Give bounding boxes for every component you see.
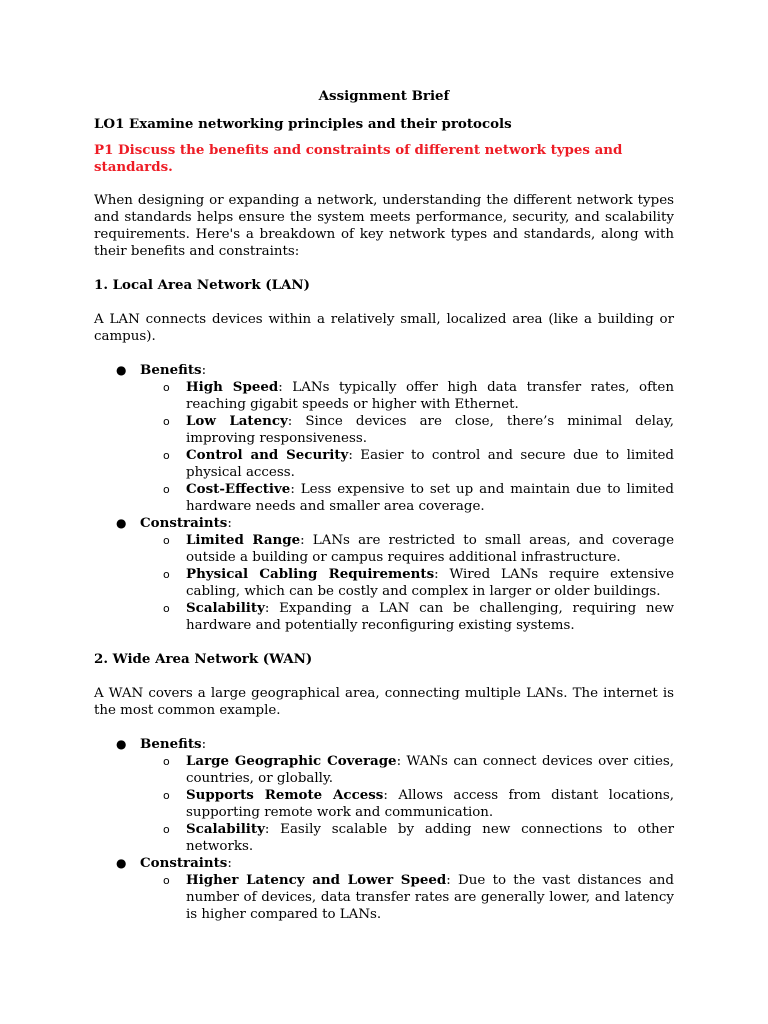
circle-bullet-icon: o (163, 483, 170, 496)
intro-paragraph: When designing or expanding a network, understanding the different network types and standards helps ensure the system meets performance, security, and scalability requirements. Here's a breakdown of key network types and standards, along with their benefits and constraints: (94, 193, 674, 259)
circle-bullet-icon: o (163, 568, 170, 581)
list-item (140, 787, 674, 821)
list-item: ● Constraints: o Limited Range: LANs are restricted to small areas, and coverage outside a building or campus requires additional infrastructure. o Physical Cabling Requirements: Wired LANs require extensive cabling, which can be costly and complex in larger or older buildings. o Scalability: Expanding a LAN can be challenging, requiring new hardware and potentially reconfiguring existing systems. (116, 515, 674, 633)
section-heading-wan: 2. Wide Area Network (WAN) (94, 651, 313, 667)
item-term: Low Latency (186, 413, 288, 429)
circle-bullet-icon: o (163, 874, 170, 887)
circle-bullet-icon: o (163, 602, 170, 615)
item-term: Supports Remote Access (186, 787, 384, 803)
section-heading-lan: 1. Local Area Network (LAN) (94, 277, 310, 293)
item-text: : Easier to control and secure due to limited physical access. (186, 448, 675, 480)
item-term: High Speed (186, 379, 279, 395)
section-description-wan: A WAN covers a large geographical area, connecting multiple LANs. The internet is the most common example. (94, 686, 674, 718)
list-item (140, 379, 674, 413)
group-label: Constraints (140, 515, 228, 531)
circle-bullet-icon: o (163, 755, 170, 768)
section-description-lan: A LAN connects devices within a relatively small, localized area (like a building or campus). (94, 312, 674, 344)
circle-bullet-icon: o (163, 789, 170, 802)
bullet-icon: ● (116, 856, 127, 870)
item-text: : Since devices are close, there’s minimal delay, improving responsiveness. (186, 414, 674, 446)
item-text: : LANs are restricted to small areas, and coverage outside a building or campus requires additional infrastructure. (186, 533, 674, 565)
sub-list (140, 379, 674, 515)
lan-list (94, 362, 674, 634)
item-term: Control and Security (186, 447, 349, 463)
document-title: Assignment Brief (318, 88, 450, 104)
item-term: Physical Cabling Requirements (186, 566, 435, 582)
list-item (140, 413, 674, 447)
list-item: ● Benefits: o High Speed: LANs typically offer high data transfer rates, often reaching gigabit speeds or higher with Ethernet. o Low Latency: Since devices are close, there’s minimal delay, improving responsiveness. o Control and Security: Easier to control and secure due to limited physical access. o Cost-Effective: Less expensive to set up and maintain due to limited hardware needs and smaller area coverage. (116, 362, 675, 514)
circle-bullet-icon: o (163, 415, 170, 428)
item-text: : Allows access from distant locations, supporting remote work and communication. (186, 788, 674, 820)
circle-bullet-icon: o (163, 534, 170, 547)
list-item (140, 821, 674, 855)
circle-bullet-icon: o (163, 823, 170, 836)
sub-list (140, 532, 674, 634)
group-label: Constraints (140, 855, 228, 871)
list-item (140, 532, 674, 566)
circle-bullet-icon: o (163, 381, 170, 394)
bullet-icon: ● (116, 363, 127, 377)
bullet-icon: ● (116, 737, 127, 751)
item-text: : LANs typically offer high data transfer rates, often reaching gigabit speeds or higher with Ethernet. (186, 380, 674, 412)
list-item (140, 872, 674, 923)
list-item: ● Constraints: o Higher Latency and Lower Speed: Due to the vast distances and number of devices, data transfer rates are generally lower, and latency is higher compared to LANs. (116, 855, 674, 922)
list-item (140, 481, 674, 515)
bullet-icon: ● (116, 516, 127, 530)
item-text: : Wired LANs require extensive cabling, which can be costly and complex in larger or older buildings. (186, 567, 674, 599)
sub-list (140, 753, 674, 855)
item-text: : Easily scalable by adding new connections to other networks. (186, 822, 674, 854)
task-heading: P1 Discuss the benefits and constraints of different network types and standards. (94, 142, 623, 175)
sub-list (140, 872, 674, 923)
item-term: Scalability (186, 821, 265, 837)
list-item (140, 447, 674, 481)
wan-list (94, 736, 674, 923)
learning-outcome: LO1 Examine networking principles and their protocols (94, 116, 512, 132)
item-text: : Expanding a LAN can be challenging, requiring new hardware and potentially reconfiguring existing systems. (186, 601, 674, 633)
list-item: ● Benefits: o Large Geographic Coverage: WANs can connect devices over cities, countries, or globally. o Supports Remote Access: Allows access from distant locations, supporting remote work and communication. o Scalability: Easily scalable by adding new connections to other networks. (116, 736, 674, 854)
item-term: Scalability (186, 600, 265, 616)
list-item (140, 600, 674, 634)
item-text: : Less expensive to set up and maintain due to limited hardware needs and smaller area coverage. (186, 482, 674, 514)
group-label: Benefits (140, 736, 202, 752)
list-item (140, 566, 674, 600)
item-term: Limited Range (186, 532, 301, 548)
circle-bullet-icon: o (163, 449, 170, 462)
list-item (140, 753, 674, 787)
item-text: : WANs can connect devices over cities, countries, or globally. (186, 754, 674, 786)
item-text: : Due to the vast distances and number of devices, data transfer rates are generally lower, and latency is higher compared to LANs. (186, 873, 674, 922)
item-term: Higher Latency and Lower Speed (186, 872, 447, 888)
item-term: Cost-Effective (186, 481, 291, 497)
group-label: Benefits (140, 362, 202, 378)
item-term: Large Geographic Coverage (186, 753, 397, 769)
